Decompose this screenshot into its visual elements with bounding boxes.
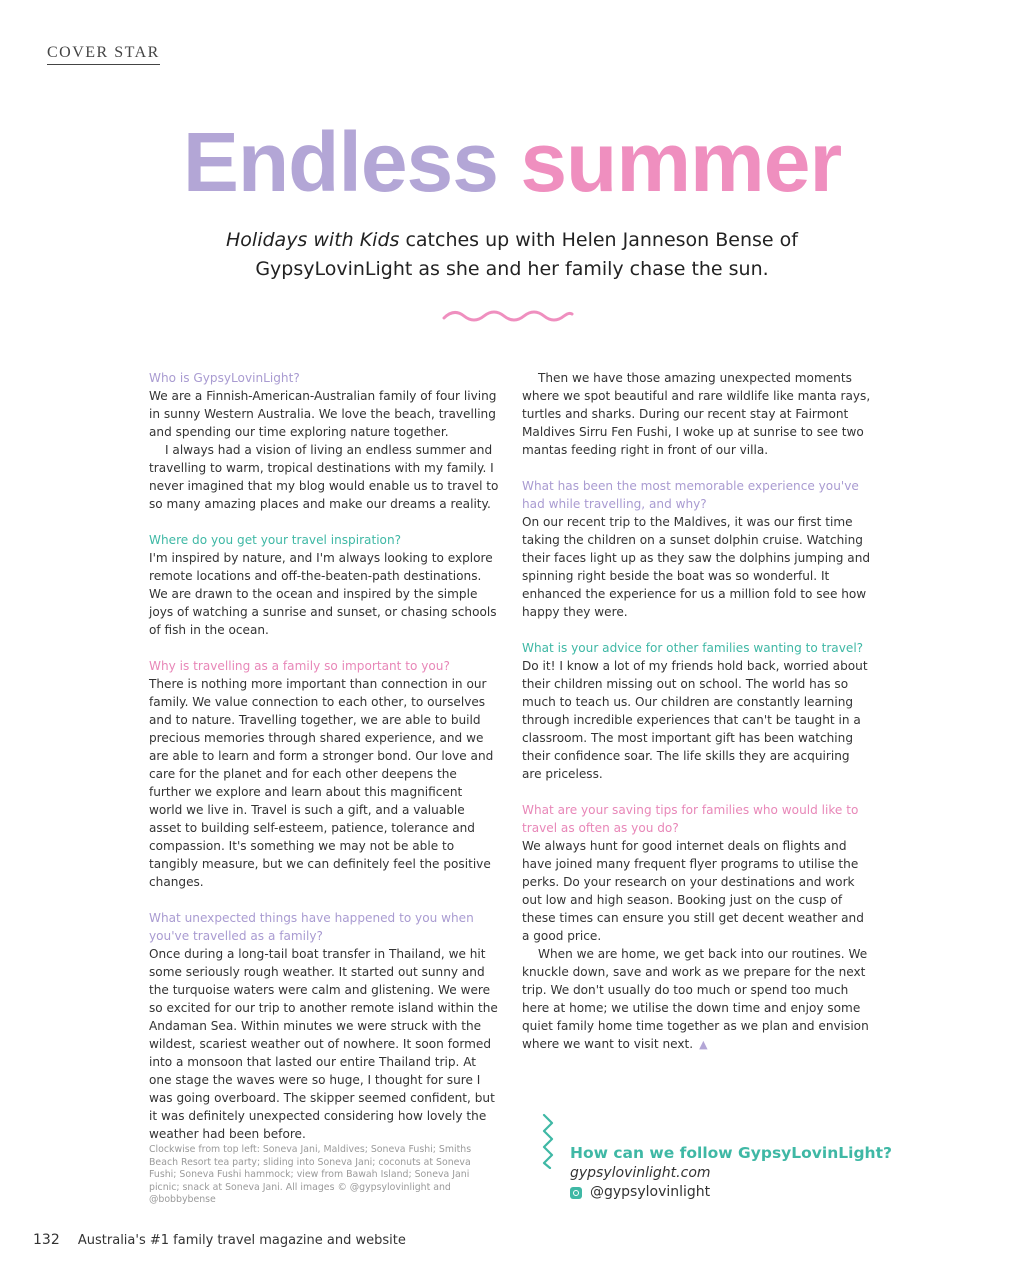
qa-section: [149, 657, 499, 891]
headline-word-2: summer: [520, 115, 842, 209]
instagram-link[interactable]: [570, 1183, 990, 1202]
answer-paragraph: We always hunt for good internet deals on flights and have joined many frequent flyer programs to utilise the perks. Do your research on your destinations and work out low and high season. Booking just on the cusp of these times can ensure you still get decent weather and a good price.: [522, 839, 864, 943]
question-heading: Who is GypsyLovinLight?: [149, 371, 300, 385]
end-mark-icon: ▲: [699, 1038, 708, 1051]
answer-paragraph: There is nothing more important than connection in our family. We value connection to each other, to ourselves and to nature. Travelling together, we are able to build precious memories through shared experience, and we are able to learn and form a stronger bond. Our love and care for the planet and for each other deepens the further we explore and learn about this magnificent world we live in. Travel is such a gift, and a valuable asset to building self-esteem, patience, tolerance and compassion. It's something we may not be able to tangibly measure, but we can definitely feel the positive changes.: [149, 677, 494, 889]
qa-section: [149, 909, 499, 1143]
website-link[interactable]: gypsylovinlight.com: [570, 1165, 711, 1181]
page-number: 132: [33, 1232, 60, 1248]
wave-divider-icon: [442, 304, 574, 324]
footer-tagline: Australia's #1 family travel magazine and website: [77, 1233, 406, 1248]
qa-section: [522, 369, 872, 459]
question-heading: Where do you get your travel inspiration?: [149, 533, 402, 547]
standfirst-line-1: catches up with Helen Janneson Bense of: [399, 229, 798, 251]
answer-paragraph: Do it! I know a lot of my friends hold back, worried about their children missing out on school. The world has so much to teach us. Our children are constantly learning through incredible experiences that can't be taught in a classroom. The most important gift has been watching their confidence soar. The life skills they are acquiring are priceless.: [522, 659, 868, 781]
section-tag: COVER STAR: [47, 44, 160, 65]
answer-paragraph: On our recent trip to the Maldives, it was our first time taking the children on a sunset dolphin cruise. Watching their faces light up as they saw the dolphins jumping and spinning right beside the boat was so wonderful. It enhanced the experience for us a million fold to see how happy they were.: [522, 515, 871, 619]
instagram-handle: @gypsylovinlight: [590, 1184, 711, 1200]
photo-caption: Clockwise from top left: Soneva Jani, Maldives; Soneva Fushi; Smiths Beach Resort tea party; sliding into Soneva Jani; coconuts at Soneva Fushi; Soneva Fushi hammock; view from Bawah Island; Soneva Jani picnic; snack at Soneva Jani. All images © @gypsylovinlight and @bobbybense: [149, 1144, 472, 1205]
answer-text: When we are home, we get back into our routines. We knuckle down, save and work as we prepare for the next trip. We don't usually do too much or spend too much here at home; we utilise the down time and enjoy some quiet family home time together as we plan and envision where we want to visit next.: [522, 947, 869, 1051]
instagram-icon: [570, 1187, 582, 1199]
answer-paragraph: We are a Finnish-American-Australian family of four living in sunny Western Australia. We love the beach, travelling and spending our time exploring nature together.: [149, 389, 497, 439]
follow-title: How can we follow GypsyLovinLight?: [570, 1144, 892, 1162]
headline-word-1: Endless: [182, 115, 498, 209]
standfirst-line-2: GypsyLovinLight as she and her family chase the sun.: [255, 258, 769, 280]
follow-box: [570, 1142, 990, 1202]
answer-paragraph: Then we have those amazing unexpected moments where we spot beautiful and rare wildlife like manta rays, turtles and sharks. During our recent stay at Fairmont Maldives Sirru Fen Fushi, I woke up at sunrise to see two mantas feeding right in front of our villa.: [522, 371, 871, 457]
qa-section: [522, 477, 872, 621]
qa-section: [522, 639, 872, 783]
answer-paragraph: [522, 945, 872, 1054]
page-footer: [33, 1232, 406, 1248]
question-heading: What is your advice for other families wanting to travel?: [522, 641, 864, 655]
qa-section: [522, 801, 872, 1054]
question-heading: Why is travelling as a family so important to you?: [149, 659, 450, 673]
qa-section: [149, 531, 499, 639]
answer-paragraph: I always had a vision of living an endless summer and travelling to warm, tropical destinations with my family. I never imagined that my blog would enable us to travel to so many amazing places and make our dreams a reality.: [149, 443, 499, 511]
headline: [0, 112, 1024, 212]
question-heading: What has been the most memorable experience you've had while travelling, and why?: [522, 479, 859, 511]
right-column: [522, 369, 872, 1072]
answer-paragraph: I'm inspired by nature, and I'm always looking to explore remote locations and off-the-beaten-path destinations. We are drawn to the ocean and inspired by the simple joys of watching a sunrise and sunset, or chasing schools of fish in the ocean.: [149, 551, 497, 637]
standfirst: [162, 226, 862, 284]
question-heading: What are your saving tips for families who would like to travel as often as you do?: [522, 803, 859, 835]
qa-section: [149, 369, 499, 513]
zigzag-icon: [540, 1113, 556, 1169]
question-heading: What unexpected things have happened to you when you've travelled as a family?: [149, 911, 474, 943]
standfirst-magazine-name: Holidays with Kids: [226, 229, 400, 251]
answer-paragraph: Once during a long-tail boat transfer in Thailand, we hit some seriously rough weather. It started out sunny and the turquoise waters were calm and glistening. We were so excited for our trip to another remote island within the Andaman Sea. Within minutes we were struck with the wildest, scariest weather out of nowhere. It soon formed into a monsoon that lasted our entire Thailand trip. At one stage the waves were so huge, I thought for sure I was going overboard. The skipper seemed confident, but it was definitely unexpected considering how lovely the weather had been before.: [149, 947, 498, 1141]
left-column: [149, 369, 499, 1161]
